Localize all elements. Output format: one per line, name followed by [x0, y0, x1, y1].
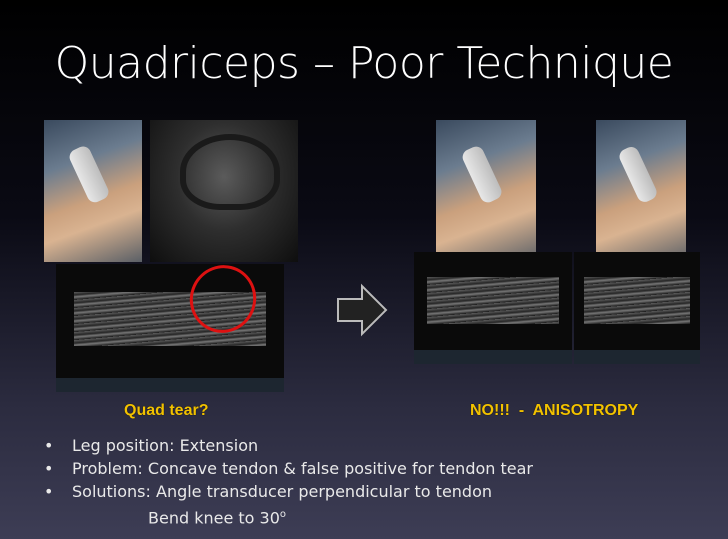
bullet-item: [44, 457, 704, 480]
continuation-text: Bend knee to 30: [148, 508, 280, 528]
bullet-text: Problem: Concave tendon & false positive for tendon tear: [72, 459, 533, 478]
knee-mri-image: [150, 120, 298, 262]
left-caption: Quad tear?: [124, 402, 209, 419]
ultrasound-image-right-2: [574, 252, 700, 364]
bullet-list: [44, 434, 704, 526]
right-caption: NO!!! - ANISOTROPY: [470, 402, 639, 419]
right-arrow-icon: [336, 283, 388, 337]
bullet-symbol: •: [44, 482, 54, 501]
bullet-item: [44, 480, 704, 503]
degree-superscript: o: [279, 509, 287, 520]
leg-bent-photo-2: [596, 120, 686, 262]
ultrasound-image-right-1: [414, 252, 572, 364]
bullet-symbol: •: [44, 459, 54, 478]
bullet-text: Solutions: Angle transducer perpendicular to tendon: [72, 482, 493, 501]
leg-bent-photo-1: [436, 120, 536, 262]
slide-title: Quadriceps – Poor Technique: [54, 38, 674, 89]
bullet-symbol: •: [44, 436, 54, 455]
bullet-continuation: [44, 503, 704, 526]
leg-extension-photo: [44, 120, 142, 262]
bullet-text: Leg position: Extension: [72, 436, 259, 455]
bullet-item: [44, 434, 704, 457]
